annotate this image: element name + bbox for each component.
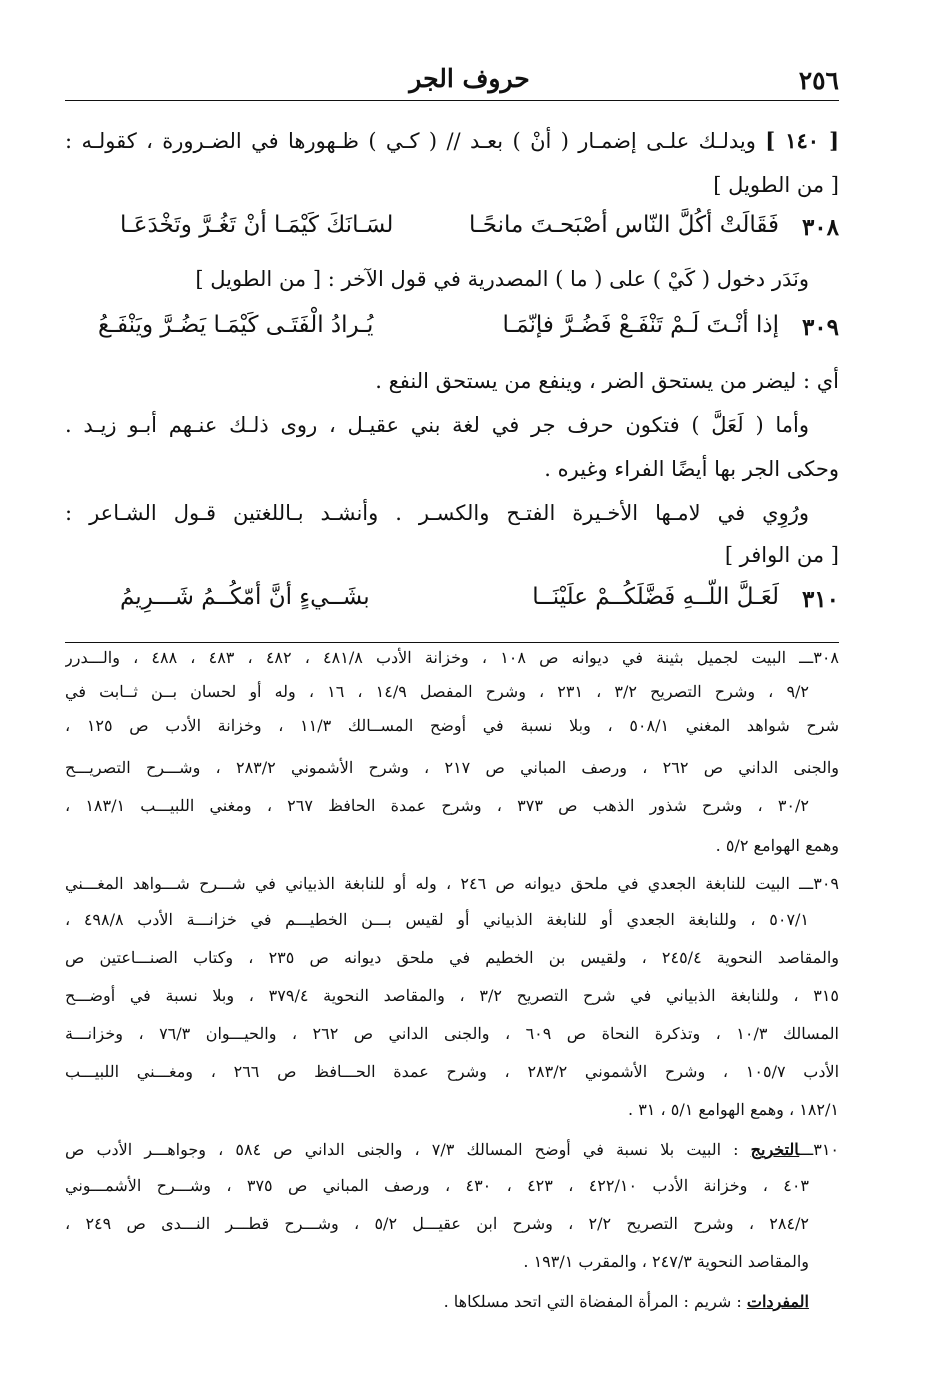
verse-309-first-hemistich: إذا أنْـتَ لَـمْ تَنْفَـعْ فَضُـرَّ فإنّمَـا <box>502 312 779 338</box>
footnote-310-line: ٢٨٤/٢ ، وشرح التصريح ٢/٢ ، وشرح ابن عقيـــل ٥/٢ ، وشـــرح قطـــر النـــدى ص ٢٤٩ ، <box>65 1214 809 1233</box>
verse-number-310: ٣١٠ <box>801 586 839 613</box>
footnote-310-line <box>65 1138 839 1162</box>
verse-310-second-hemistich: بشَــيءٍ أنَّ أمّكُــمُ شَـــرِيمُ <box>120 584 370 610</box>
footnote-309-line: الأدب ١٠٥/٧ ، وشرح الأشموني ٢٨٣/٢ ، وشرح عمدة الحـــافظ ص ٢٦٦ ، ومغـــني اللبيـــب <box>65 1062 839 1081</box>
footnote-308-line: ٩/٢ ، وشرح التصريح ٣/٢ ، ٢٣١ ، وشرح المفصل ١٤/٩ ، ١٦ ، وله أو لحسان بــن ثــابت في <box>65 682 809 701</box>
running-title: حروف الجر <box>409 64 530 93</box>
paragraph-number: [ ١٤٠ ] <box>765 128 839 153</box>
footnote-309-line: ٣٠٩ـــ البيت للنابغة الجعدي في ملحق ديوانه ص ٢٤٦ ، وله أو للنابغة الذبياني في شـــرح شـــواهد المغـــني <box>65 874 839 893</box>
verse-310-first-hemistich: لَعَـلَّ اللّــهِ فَضَّلَكُــمْ علَيْنَــا <box>532 584 779 610</box>
footnote-308-line: والجنى الداني ص ٢٦٢ ، ورصف المباني ص ٢١٧ ، وشرح الأشموني ٢٨٣/٢ ، وشـــرح التصريـــح <box>65 758 839 777</box>
vocabulary-text: : شريم : المرأة المفضاة التي اتحد مسلكاها . <box>443 1292 742 1311</box>
footnote-309-line: ١٨٢/١ ، وهمع الهوامع ٥/١ ، ٣١ . <box>628 1100 839 1119</box>
vocabulary-label: المفردات <box>746 1292 809 1311</box>
footnote-309-line: والمقاصد النحوية ٢٤٥/٤ ، ولقيس بن الخطيم في ملحق ديوانه ص ٢٣٥ ، وكتاب الصنـــاعتين ص <box>65 948 839 967</box>
footnote-309-line: المسالك ١٠/٣ ، وتذكرة النحاة ص ٦٠٩ ، والجنى الداني ص ٢٦٢ ، والحيـــوان ٧٦/٣ ، وخزانـــة <box>65 1024 839 1043</box>
paragraph-text: ويدلـك علـى إضمـار ( أنْ ) بعـد // ( كـي ) ظـهورها في الضـرورة ، كقولـه : <box>65 129 756 153</box>
footnote-308-line: شرح شواهد المغني ٥٠٨/١ ، وبلا نسبة في أوضح المســالك ١١/٣ ، وخزانة الأدب ص ١٢٥ ، <box>65 716 839 735</box>
footnote-310-line: ٤٠٣ ، وخزانة الأدب ٤٢٢/١٠ ، ٤٢٣ ، ٤٣٠ ، ورصف المباني ص ٣٧٥ ، وشـــرح الأشمـــوني <box>65 1176 809 1195</box>
paragraph-line: ورُوِي في لامـها الأخـيرة الفتـح والكسـر . وأنشـد بـاللغتين قـول الشـاعر : <box>65 501 809 525</box>
meter-label-tawil: [ من الطويل ] <box>713 173 839 197</box>
footnote-309-line: ٥٠٧/١ ، وللنابغة الجعدي أو للنابغة الذبياني أو لقيس بـــن الخطيـــم في خزانـــة الأدب ٤٩٨/٨ ، <box>65 910 809 929</box>
footnote-rule <box>65 642 839 643</box>
paragraph-140-line <box>65 126 839 156</box>
page-number: ٢٥٦ <box>798 66 839 95</box>
verse-number-308: ٣٠٨ <box>801 214 839 241</box>
paragraph-line: وأما ( لَعَلَّ ) فتكون حرف جر في لغة بني عقيـل ، روى ذلـك عنـهم أبـو زيـد . <box>65 413 809 437</box>
verse-308-second-hemistich: لسَـانَكَ كَيْمَـا أنْ تَغُـرَّ وتَخْدَعَـا <box>120 212 394 238</box>
verse-number-309: ٣٠٩ <box>801 314 839 341</box>
paragraph-line: أي : ليضر من يستحق الضر ، وينفع من يستحق النفع . <box>375 369 839 393</box>
footnote-308-line: وهمع الهوامع ٥/٢ . <box>715 836 839 855</box>
paragraph-line: ونَدَر دخول ( كَيْ ) على ( ما ) المصدرية في قول الآخر : [ من الطويل ] <box>195 267 809 291</box>
footnote-310-number: ٣١٠ـــ <box>799 1140 839 1159</box>
footnote-310-text: : البيت بلا نسبة في أوضح المسالك ٧/٣ ، والجنى الداني ص ٥٨٤ ، وجواهـــر الأدب ص <box>65 1140 739 1159</box>
header-rule <box>65 100 839 101</box>
verse-309-second-hemistich: يُـرادُ الْفَتَـى كَيْمَـا يَضُـرَّ ويَنْفَـعُ <box>98 312 374 338</box>
footnote-310-line: والمقاصد النحوية ٢٤٧/٣ ، والمقرب ١٩٣/١ . <box>523 1252 809 1271</box>
meter-label-wafir: [ من الوافر ] <box>724 543 839 567</box>
takhrij-label: التخريج <box>750 1140 800 1159</box>
footnote-308-line: ٣٠٨ـــ البيت لجميل بثينة في ديوانه ص ١٠٨ ، وخزانة الأدب ٤٨١/٨ ، ٤٨٢ ، ٤٨٣ ، ٤٨٨ ، والـــدرر <box>65 648 839 667</box>
vocabulary-line <box>65 1290 809 1314</box>
paragraph-line: وحكى الجر بها أيضًا الفراء وغيره . <box>544 457 839 481</box>
footnote-308-line: ٣٠/٢ ، وشرح شذور الذهب ص ٣٧٣ ، وشرح عمدة الحافظ ٢٦٧ ، ومغني اللبيـــب ١٨٣/١ ، <box>65 796 809 815</box>
footnote-309-line: ٣١٥ ، وللنابغة الذبياني في شرح التصريح ٣/٢ ، والمقاصد النحوية ٣٧٩/٤ ، وبلا نسبة في أوضـــح <box>65 986 839 1005</box>
verse-308-first-hemistich: فَقَالَتْ أكُلَّ النّاس أصْبَحـتَ مانحًـا <box>468 212 779 238</box>
